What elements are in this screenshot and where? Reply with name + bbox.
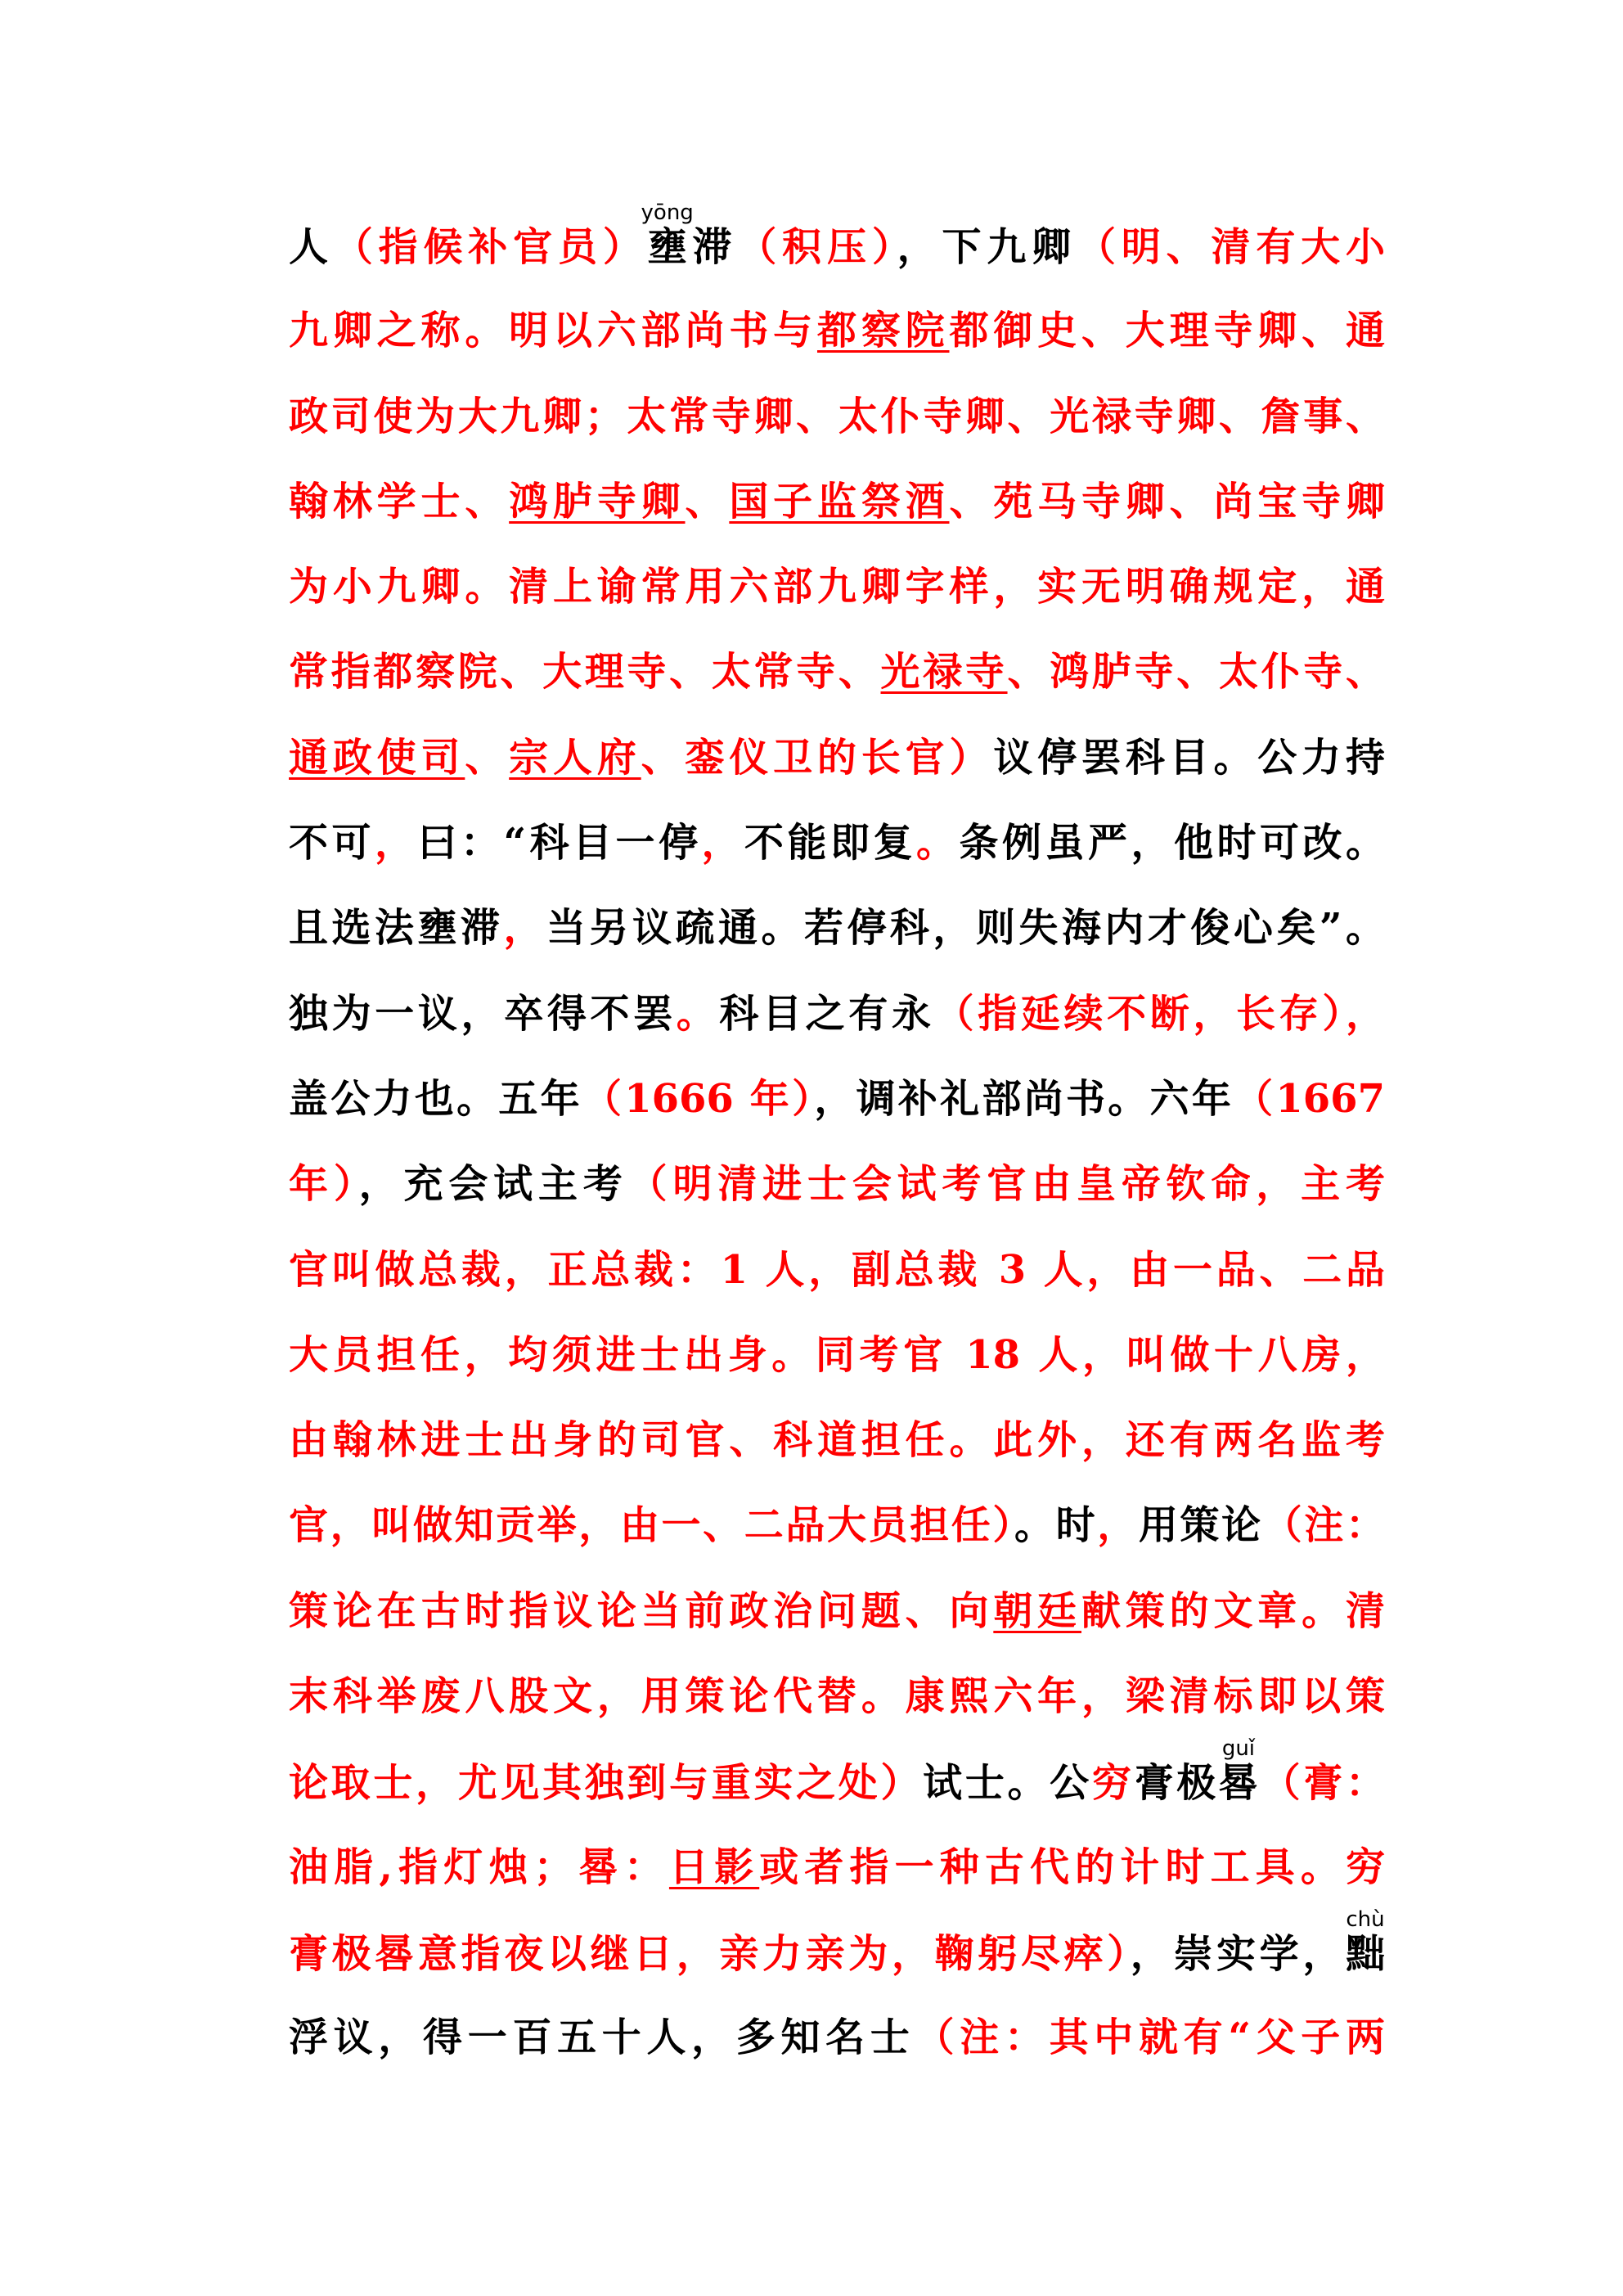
ruby-base: 晷 xyxy=(1218,1760,1261,1807)
annotation-text: 常指都察院、大理寺、太常寺、 xyxy=(289,649,881,696)
annotation-text: 宗人府 xyxy=(509,734,641,781)
annotation-text: ， xyxy=(374,820,418,867)
annotation-text: 、 xyxy=(465,734,510,781)
annotation-text: 鸿胪寺卿 xyxy=(509,478,686,524)
pinyin-annotation: guǐ xyxy=(1218,1736,1258,1762)
text-line xyxy=(289,1825,1385,1910)
annotation-text: 官，叫做知贡举，由一、二品大员担任） xyxy=(289,1502,1015,1549)
annotation-text: （1667 xyxy=(1234,1075,1385,1122)
body-text-segment: 当另议疏通。若停科，则失海内才俊心矣”。 xyxy=(546,905,1385,952)
annotation-text: （注：其中就有“父子两 xyxy=(915,2015,1385,2061)
body-text-segment: 曰：“科目一停 xyxy=(417,820,702,867)
body-text-segment: 滞 xyxy=(686,224,738,270)
text-line xyxy=(289,1654,1385,1739)
annotation-text: 国子监祭酒 xyxy=(729,478,950,524)
annotation-text: 。 xyxy=(916,820,960,867)
body-text-segment: 议停罢科目。公力持 xyxy=(993,734,1385,781)
annotation-text: 、 xyxy=(685,478,730,524)
annotation-text: 。 xyxy=(676,990,720,1037)
body-text-segment: 科目之有永 xyxy=(719,990,935,1037)
body-text-segment: 且选法壅滞 xyxy=(289,905,504,952)
annotation-text: 年） xyxy=(289,1161,359,1208)
annotation-text: ， xyxy=(701,820,745,867)
body-text-segment: ，充会试主考 xyxy=(358,1161,628,1208)
body-text-segment: 不可 xyxy=(289,820,375,867)
text-line xyxy=(289,629,1385,714)
annotation-text: 献策的文章。清 xyxy=(1081,1587,1385,1634)
annotation-text: 由翰林进士出身的司官、科道担任。此外，还有两名监考 xyxy=(289,1417,1385,1464)
text-line xyxy=(289,544,1385,629)
text-line xyxy=(289,200,1385,288)
text-line xyxy=(289,288,1385,373)
body-text-segment: 试士。公 xyxy=(923,1760,1092,1807)
body-text-segment: 独为一议，卒得不罢 xyxy=(289,990,677,1037)
text-line xyxy=(289,1569,1385,1654)
annotation-text: （明清进士会试考官由皇帝钦命，主考 xyxy=(627,1161,1385,1208)
annotation-text: 大员担任，均须进士出身。同考官 18 人，叫做十八房， xyxy=(289,1331,1385,1378)
ruby-base: 黜 xyxy=(1345,1930,1385,1977)
annotation-text: ， xyxy=(1097,1502,1139,1549)
annotation-text: （指候补官员） xyxy=(333,224,648,270)
body-text-segment: 条例虽严，他时可改。 xyxy=(959,820,1385,867)
body-text-segment: 用策论 xyxy=(1138,1502,1263,1549)
annotation-text: 九卿之称。明以六部尚书与 xyxy=(289,308,817,354)
text-line xyxy=(289,374,1385,459)
annotation-text: （注： xyxy=(1262,1502,1385,1549)
text-line xyxy=(289,459,1385,544)
body-text-segment: ，调补礼部尚书。六年 xyxy=(814,1075,1234,1122)
annotation-text: 都御史、大理寺卿、通 xyxy=(949,308,1385,354)
annotation-text: ， xyxy=(503,905,546,952)
text-line xyxy=(289,800,1385,885)
ruby-annotated-char xyxy=(1345,1907,1385,1977)
body-text-segment: 不能即复 xyxy=(744,820,917,867)
annotation-text: （积压） xyxy=(737,224,897,270)
annotation-text: 油脂,指灯烛；晷： xyxy=(289,1844,669,1890)
annotation-text: 翰林学士、 xyxy=(289,478,510,524)
annotation-text: （膏： xyxy=(1261,1760,1385,1807)
body-text-segment: 浮议，得一百五十人，多知名士 xyxy=(289,2015,915,2061)
text-line xyxy=(289,1312,1385,1398)
annotation-text: （指延续不断，长存）， xyxy=(934,990,1385,1037)
body-text-segment: 膏极 xyxy=(1134,1760,1219,1807)
annotation-text: 朝廷 xyxy=(993,1587,1081,1634)
annotation-text: 膏极晷意指夜以继日，亲力亲为，鞠躬尽瘁） xyxy=(289,1930,1131,1977)
annotation-text: 政司使为大九卿；太常寺卿、太仆寺卿、光禄寺卿、詹事、 xyxy=(289,393,1385,439)
annotation-text: 论取士，尤见其独到与重实之处） xyxy=(289,1760,924,1807)
ruby-annotated-char xyxy=(641,200,694,270)
annotation-text: （1666 年） xyxy=(582,1075,815,1122)
annotation-text: 穷 xyxy=(1091,1760,1135,1807)
body-text-segment: 盖公力也。五年 xyxy=(289,1075,582,1122)
ruby-annotated-char xyxy=(1218,1736,1261,1807)
annotation-text: 末科举废八股文，用策论代替。康熙六年，梁清标即以策 xyxy=(289,1673,1385,1720)
ruby-base: 壅 xyxy=(641,224,694,270)
annotation-text: 、鸿胪寺、太仆寺、 xyxy=(1007,649,1385,696)
annotation-text: 或者指一种古代的计时工具。穷 xyxy=(759,1844,1385,1890)
text-line xyxy=(289,715,1385,800)
text-line xyxy=(289,971,1385,1056)
annotation-text: 、銮仪卫的长官） xyxy=(641,734,994,781)
text-line xyxy=(289,1227,1385,1312)
annotation-text: 策论在古时指议论当前政治问题、向 xyxy=(289,1587,994,1634)
text-line xyxy=(289,1398,1385,1483)
body-text xyxy=(289,200,1385,2081)
pinyin-annotation: yōng xyxy=(641,200,694,225)
text-line xyxy=(289,1907,1385,1995)
pinyin-annotation: chù xyxy=(1345,1907,1385,1932)
annotation-text: 光禄寺 xyxy=(880,649,1008,696)
annotation-text: 日影 xyxy=(668,1844,760,1890)
annotation-text: 官叫做总裁，正总裁：1 人，副总裁 3 人，由一品、二品 xyxy=(289,1246,1385,1293)
body-text-segment: 人 xyxy=(289,224,334,270)
body-text-segment: 。时 xyxy=(1014,1502,1098,1549)
annotation-text: 为小九卿。清上谕常用六部九卿字样，实无明确规定，通 xyxy=(289,564,1385,610)
text-line xyxy=(289,1056,1385,1141)
annotation-text: 通政使司 xyxy=(289,734,465,781)
text-line xyxy=(289,1736,1385,1824)
text-line xyxy=(289,1995,1385,2080)
text-line xyxy=(289,1483,1385,1568)
text-line xyxy=(289,885,1385,970)
annotation-text: 都察院 xyxy=(816,308,950,354)
text-line xyxy=(289,1141,1385,1227)
body-text-segment: ，下九卿 xyxy=(897,224,1077,270)
annotation-text: 、苑马寺卿、尚宝寺卿 xyxy=(949,478,1385,524)
annotation-text: （明、清有大小 xyxy=(1077,224,1385,270)
body-text-segment: ，崇实学， xyxy=(1130,1930,1346,1977)
